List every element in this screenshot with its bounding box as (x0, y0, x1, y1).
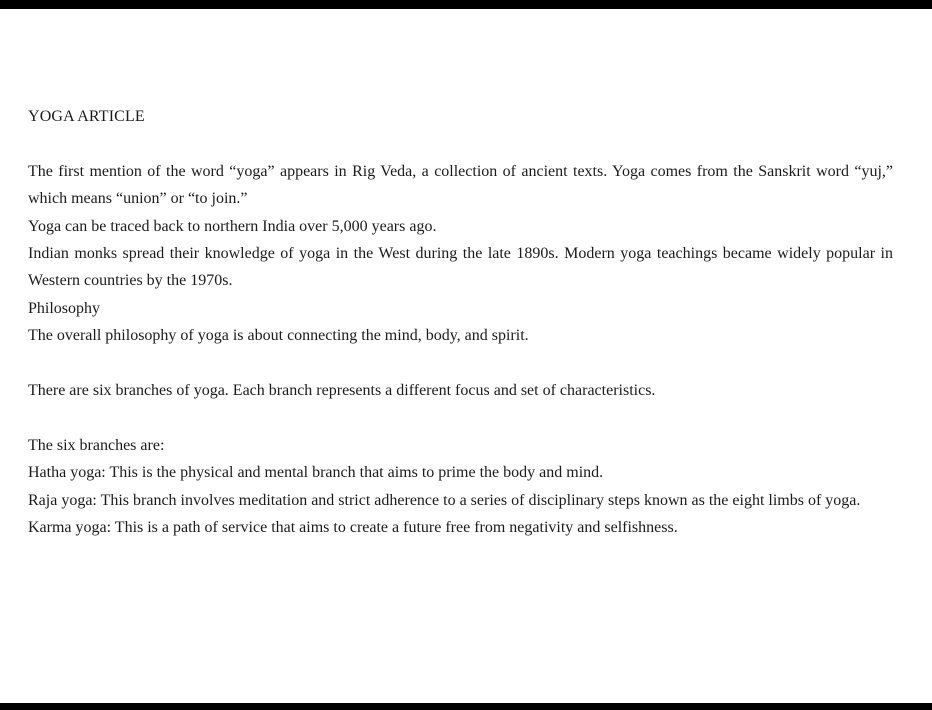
paragraph: Philosophy (28, 299, 101, 317)
paragraph: Hatha yoga: This is the physical and mental branch that aims to prime the body and mind. (28, 464, 604, 482)
paragraph: There are six branches of yoga. Each branch represents a different focus and set of characteristics. (28, 382, 656, 400)
document-page (0, 9, 932, 703)
blank-line (28, 350, 893, 377)
bottom-letterbox-bar (0, 703, 932, 710)
top-letterbox-bar (0, 0, 932, 9)
paragraph: The six branches are: (28, 436, 165, 454)
paragraph: The overall philosophy of yoga is about connecting the mind, body, and spirit. (28, 327, 529, 345)
paragraph: Indian monks spread their knowledge of yoga in the West during the late 1890s. Modern yoga teachings became widely popular in Western countries by the 1970s. (28, 245, 893, 290)
document-title: YOGA ARTICLE (28, 108, 145, 125)
paragraph: Raja yoga: This branch involves meditation and strict adherence to a series of disciplinary steps known as the eight limbs of yoga. (28, 491, 861, 509)
paragraph: Karma yoga: This is a path of service that aims to create a future free from negativity and selfishness. (28, 519, 678, 537)
paragraph: The first mention of the word “yoga” appears in Rig Veda, a collection of ancient texts. Yoga comes from the Sanskrit word “yuj,” which means “union” or “to join.” (28, 162, 893, 208)
paragraph: Yoga can be traced back to northern India over 5,000 years ago. (28, 217, 437, 235)
blank-line (28, 404, 893, 431)
